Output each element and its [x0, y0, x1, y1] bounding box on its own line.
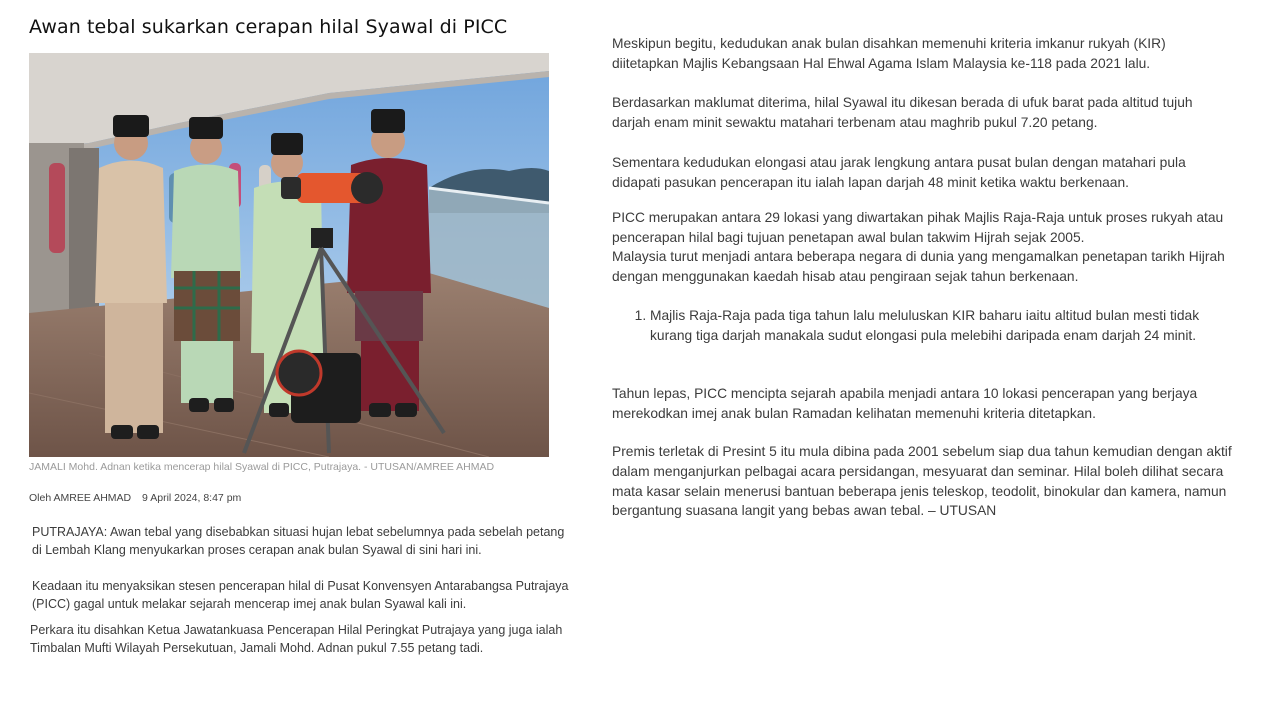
photo-caption: JAMALI Mohd. Adnan ketika mencerap hilal Syawal di PICC, Putrajaya. - UTUSAN/AMREE AHMAD: [29, 461, 495, 473]
paragraph-6: Sementara kedudukan elongasi atau jarak lengkung antara pusat bulan dengan matahari pula didapati pasukan pencerapan itu ialah lapan darjah 48 minit ketika waktu berkenaan.: [612, 155, 1186, 190]
paragraph-10: Premis terletak di Presint 5 itu mula dibina pada 2001 sebelum siap dua tahun kemudian dengan aktif dalam menganjurkan pelbagai acara persidangan, mesyuarat dan seminar. Hilal boleh dilihat secara mata kasar selain menerusi bantuan beberapa jenis teleskop, teodolit, binokular dan kamera, namun bergantung suasana langit yang bebas awan tebal. – UTUSAN: [612, 444, 1232, 519]
paragraph-3: Perkara itu disahkan Ketua Jawatankuasa Pencerapan Hilal Peringkat Putrajaya yang juga ialah Timbalan Mufti Wilayah Persekutuan, Jamali Mohd. Adnan pukul 7.55 petang tadi.: [30, 623, 563, 655]
paragraph-2: Keadaan itu menyaksikan stesen pencerapan hilal di Pusat Konvensyen Antarabangsa Putrajaya (PICC) gagal untuk melakar sejarah mencerap imej anak bulan Syawal kali ini.: [32, 579, 569, 611]
byline: [29, 492, 241, 504]
article-photo[interactable]: [29, 53, 549, 457]
list-item: 1. Majlis Raja-Raja pada tiga tahun lalu meluluskan KIR baharu iaitu altitud bulan mesti tidak kurang tiga darjah manakala sudut elongasi pula melebihi daripada enam darjah 24 minit.: [650, 306, 1240, 346]
kir-criteria-list: [632, 306, 1240, 346]
author-name[interactable]: Oleh AMREE AHMAD: [29, 492, 132, 504]
paragraph-8: Malaysia turut menjadi antara beberapa negara di dunia yang mengamalkan penetapan tarikh Hijrah dengan menggunakan kaedah hisab atau pengiraan sejak tahun berkenaan.: [612, 249, 1225, 284]
paragraph-4: Meskipun begitu, kedudukan anak bulan disahkan memenuhi kriteria imkanur rukyah (KIR) diitetapkan Majlis Kebangsaan Hal Ehwal Agama Islam Malaysia ke-118 pada 2021 lalu.: [612, 36, 1166, 71]
publish-date: 9 April 2024, 8:47 pm: [142, 492, 242, 504]
paragraph-1: PUTRAJAYA: Awan tebal yang disebabkan situasi hujan lebat sebelumnya pada sebelah petang di Lembah Klang menyukarkan proses cerapan anak bulan Syawal di sini hari ini.: [32, 525, 565, 557]
article-title: Awan tebal sukarkan cerapan hilal Syawal di PICC: [29, 16, 508, 38]
paragraph-7: PICC merupakan antara 29 lokasi yang diwartakan pihak Majlis Raja-Raja untuk proses rukyah atau pencerapan hilal bagi tujuan penetapan awal bulan takwim Hijrah sejak 2005.: [612, 210, 1224, 245]
paragraph-5: Berdasarkan maklumat diterima, hilal Syawal itu dikesan berada di ufuk barat pada altitud tujuh darjah enam minit sewaktu matahari terbenam atau maghrib pukul 7.20 petang.: [612, 95, 1193, 130]
paragraph-9: Tahun lepas, PICC mencipta sejarah apabila menjadi antara 10 lokasi pencerapan yang berjaya merekodkan imej anak bulan Ramadan kelihatan memenuhi kriteria ditetapkan.: [612, 386, 1198, 421]
photo-illustration: [29, 53, 549, 457]
